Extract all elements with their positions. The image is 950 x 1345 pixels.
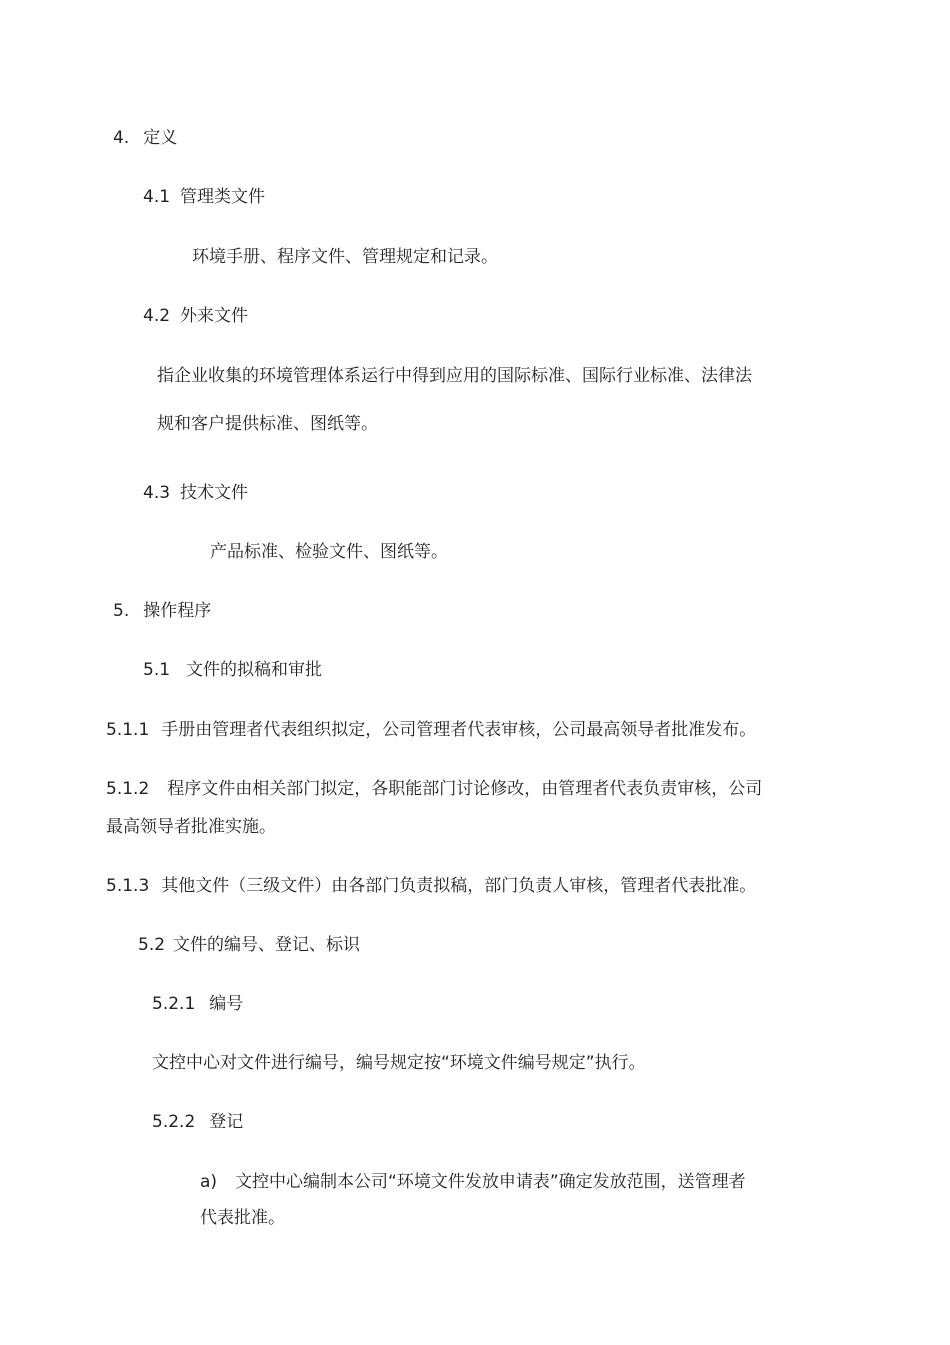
list-item-text: 文控中心编制本公司“环境文件发放申请表”确定发放范围，送管理者: [235, 1172, 746, 1192]
section-4-1-body: 环境手册、程序文件、管理规定和记录。: [192, 247, 498, 267]
section-4-3-body: 产品标准、检验文件、图纸等。: [210, 542, 448, 562]
section-5-1-3: [106, 875, 756, 897]
section-4-heading: [113, 127, 177, 149]
list-item-label: a): [200, 1172, 218, 1192]
section-title: 文件的编号、登记、标识: [173, 935, 361, 955]
section-text: 其他文件（三级文件）由各部门负责拟稿，部门负责人审核，管理者代表批准。: [161, 876, 757, 896]
section-title: 技术文件: [180, 483, 249, 503]
section-title: 编号: [209, 994, 244, 1014]
section-text: 程序文件由相关部门拟定，各职能部门讨论修改，由管理者代表负责审核，公司: [167, 779, 763, 799]
section-number: 5.1: [143, 660, 171, 680]
section-number: 4.3: [143, 483, 171, 503]
section-5-2-2-heading: [152, 1111, 243, 1133]
section-number: 4.2: [143, 306, 171, 326]
section-title: 文件的拟稿和审批: [186, 660, 323, 680]
section-4-2-body-line1: 指企业收集的环境管理体系运行中得到应用的国际标准、国际行业标准、法律法: [157, 366, 752, 386]
section-number: 5.1.2: [106, 779, 150, 799]
section-5-2-1-body: 文控中心对文件进行编号，编号规定按“环境文件编号规定”执行。: [152, 1053, 646, 1073]
section-number: 5.: [113, 601, 130, 621]
section-number: 5.1.3: [106, 876, 150, 896]
section-5-1-heading: [143, 659, 322, 681]
section-4-2-body-line2: 规和客户提供标准、图纸等。: [157, 414, 378, 434]
section-number: 5.2.1: [152, 994, 196, 1014]
section-number: 5.2: [138, 935, 166, 955]
section-title: 管理类文件: [180, 187, 266, 207]
section-4-2-heading: [143, 305, 248, 327]
section-number: 4.: [113, 128, 130, 148]
section-text: 手册由管理者代表组织拟定，公司管理者代表审核，公司最高领导者批准发布。: [161, 720, 757, 740]
section-number: 5.2.2: [152, 1112, 196, 1132]
section-5-1-1: [106, 719, 756, 741]
section-5-2-1-heading: [152, 993, 243, 1015]
section-5-1-2-line2: 最高领导者批准实施。: [106, 817, 276, 837]
section-5-1-2-line1: [106, 778, 762, 800]
list-item-a-line2: 代表批准。: [200, 1208, 285, 1228]
section-number: 5.1.1: [106, 720, 150, 740]
section-title: 外来文件: [180, 306, 249, 326]
section-title: 操作程序: [143, 601, 212, 621]
list-item-a-line1: [200, 1171, 746, 1193]
section-title: 定义: [143, 128, 178, 148]
section-5-heading: [113, 600, 211, 622]
section-4-1-heading: [143, 186, 265, 208]
section-number: 4.1: [143, 187, 171, 207]
section-4-3-heading: [143, 482, 248, 504]
section-5-2-heading: [138, 934, 360, 956]
section-title: 登记: [209, 1112, 244, 1132]
